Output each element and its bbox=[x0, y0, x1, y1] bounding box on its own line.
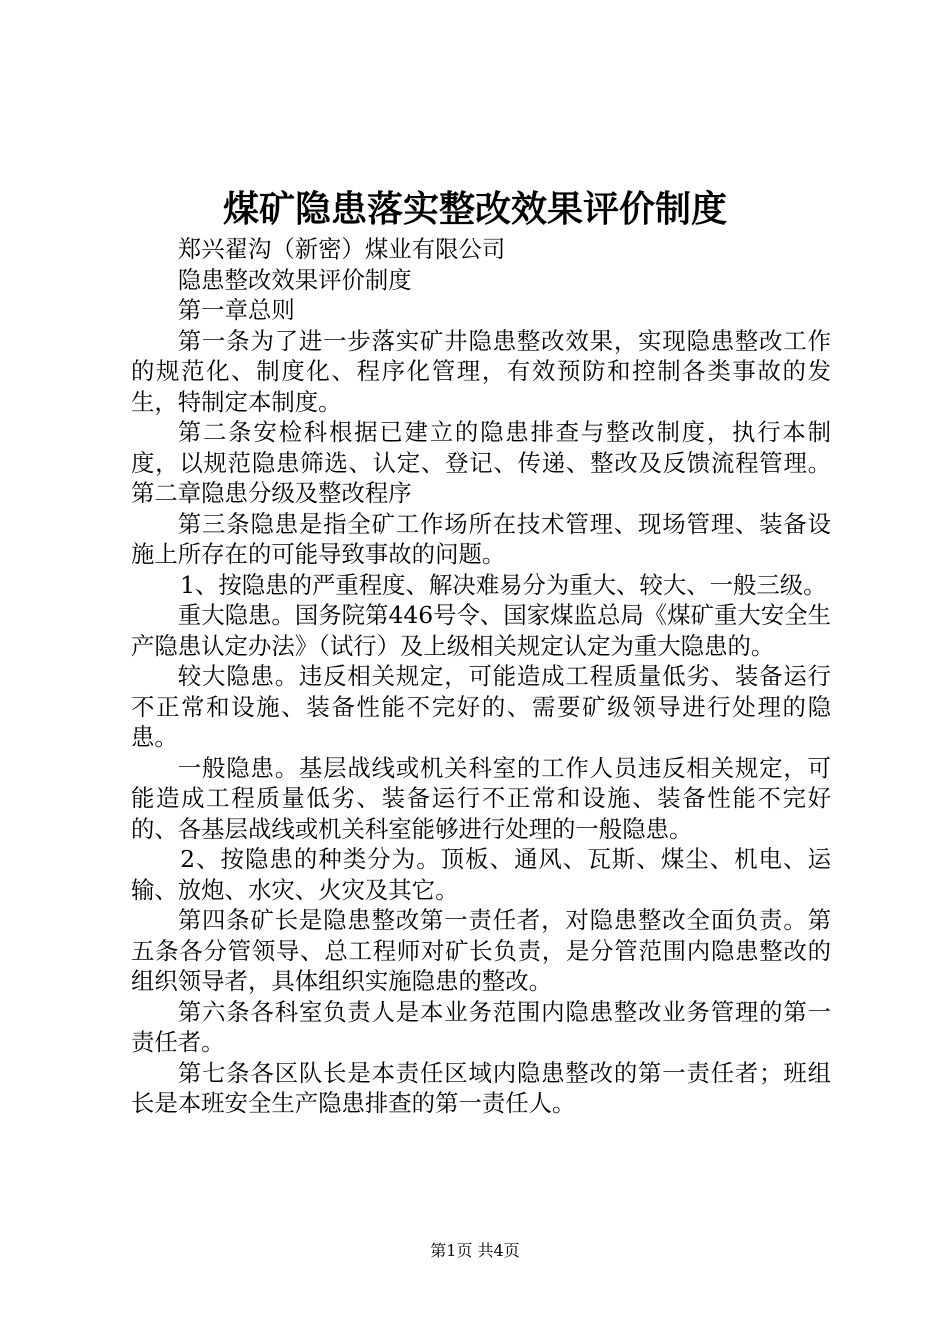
article-paragraph: 第六条各科室负责人是本业务范围内隐患整改业务管理的第一责任者。 bbox=[131, 997, 831, 1056]
article-paragraph: 第四条矿长是隐患整改第一责任者，对隐患整改全面负责。第五条各分管领导、总工程师对矿长负责，是分管范围内隐患整改的组织领导者，具体组织实施隐患的整改。 bbox=[131, 906, 831, 995]
list-paragraph: 2、按隐患的种类分为。顶板、通风、瓦斯、煤尘、机电、运输、放炮、水灾、火灾及其它。 bbox=[131, 845, 831, 904]
article-paragraph: 一般隐患。基层战线或机关科室的工作人员违反相关规定，可能造成工程质量低劣、装备运行不正常和设施、装备性能不完好的、各基层战线或机关科室能够进行处理的一般隐患。 bbox=[131, 753, 831, 843]
system-name: 隐患整改效果评价制度 bbox=[177, 265, 412, 294]
chapter-heading: 第一章总则 bbox=[177, 296, 295, 324]
document-body bbox=[131, 234, 831, 1119]
article-paragraph: 较大隐患。违反相关规定，可能造成工程质量低劣、装备运行不正常和设施、装备性能不完好的、需要矿级领导进行处理的隐患。 bbox=[131, 662, 831, 751]
article-paragraph: 第一条为了进一步落实矿井隐患整改效果，实现隐患整改工作的规范化、制度化、程序化管理，有效预防和控制各类事故的发生，特制定本制度。 bbox=[131, 326, 831, 416]
page-number: 第1页 共4页 bbox=[430, 1241, 520, 1260]
article-paragraph: 重大隐患。国务院第446号令、国家煤监总局《煤矿重大安全生产隐患认定办法》（试行）及上级相关规定认定为重大隐患的。 bbox=[131, 601, 831, 660]
document-title: 煤矿隐患落实整改效果评价制度 bbox=[222, 188, 727, 230]
company-name: 郑兴翟沟（新密）煤业有限公司 bbox=[177, 235, 506, 263]
article-paragraph: 第三条隐患是指全矿工作场所在技术管理、现场管理、装备设施上所存在的可能导致事故的问题。 bbox=[131, 509, 831, 568]
list-paragraph: 1、按隐患的严重程度、解决难易分为重大、较大、一般三级。 bbox=[180, 570, 827, 599]
article-paragraph: 第七条各区队长是本责任区域内隐患整改的第一责任者；班组长是本班安全生产隐患排查的第一责任人。 bbox=[131, 1058, 831, 1117]
article-paragraph: 第二条安检科根据已建立的隐患排查与整改制度，执行本制度，以规范隐患筛选、认定、登记、传递、整改及反馈流程管理。第二章隐患分级及整改程序 bbox=[131, 418, 831, 507]
